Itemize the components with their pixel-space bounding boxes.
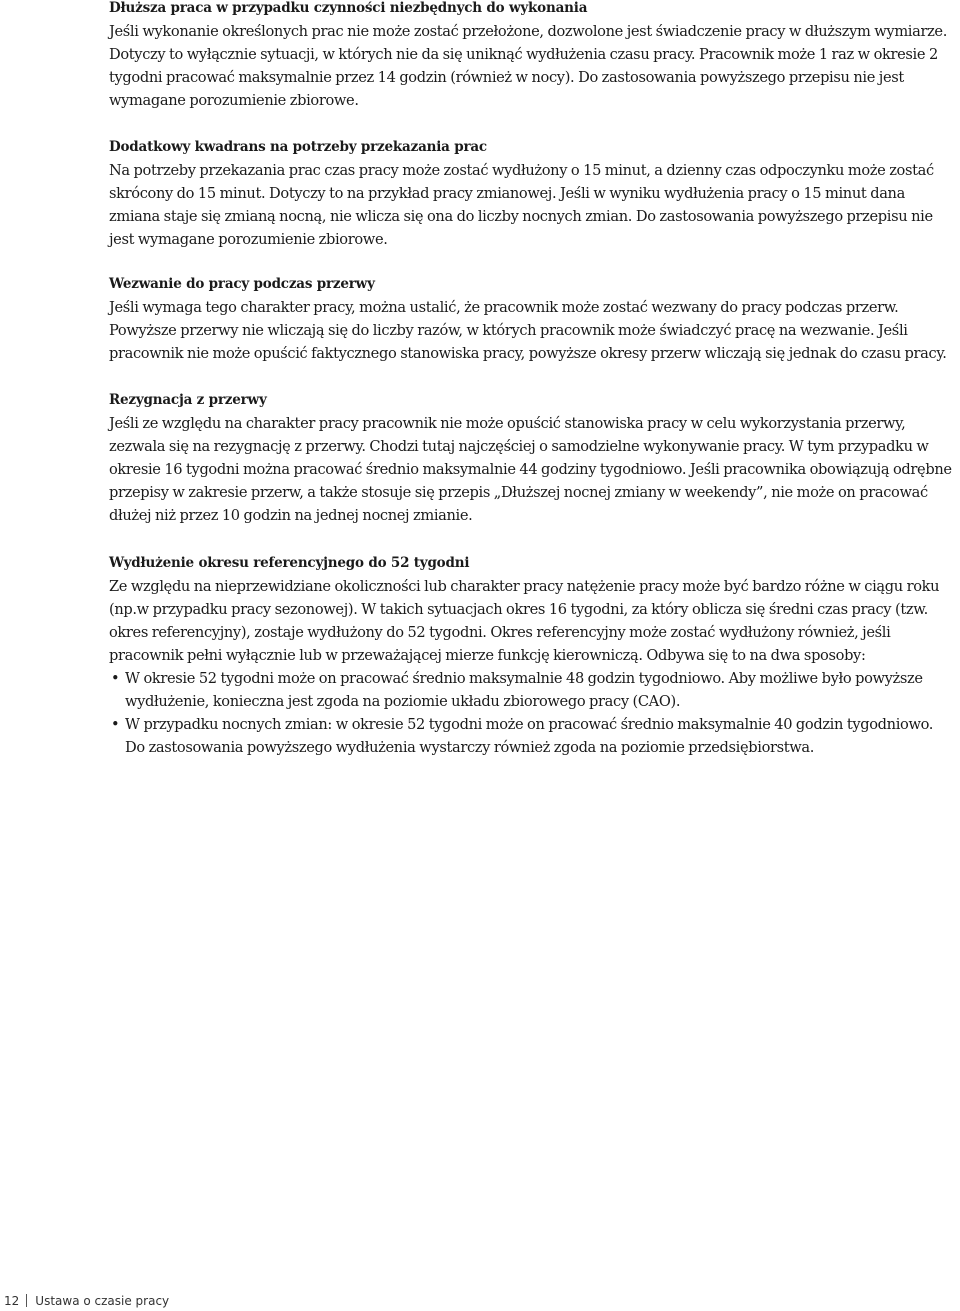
bullet-icon: •: [111, 670, 120, 687]
page-number: 12: [4, 1294, 20, 1308]
section-body: Jeśli wykonanie określonych prac nie może zostać przełożone, dozwolone jest świadczenie pracy w dłuższym wymiarze. Dotyczy to wyłącznie sytuacji, w których nie da się uniknąć wydłużenia czasu pracy. Pracownik może 1 raz w okresie 2 tygodni pracować maksymalnie przez 14 godzin (również w nocy). Do zastosowania powyższego przepisu nie jest wymagane porozumienie zbiorowe.: [109, 23, 948, 109]
section-call-during-break: [109, 273, 955, 365]
section-break-waiver: [109, 389, 955, 527]
section-body: Ze względu na nieprzewidziane okoliczności lub charakter pracy natężenie pracy może być bardzo różne w ciągu roku (np.w przypadku pracy sezonowej). W takich sytuacjach okres 16 tygodni, za który oblicza się średni czas pracy (tzw. okres referencyjny), zostaje wydłużony do 52 tygodni. Okres referencyjny może zostać wydłużony również, jeśli pracownik pełni wyłącznie lub w przeważającej mierze funkcję kierowniczą. Odbywa się to na dwa sposoby:: [109, 578, 940, 664]
section-longer-work: [109, 0, 955, 112]
list-item: [109, 667, 955, 713]
section-heading: Dłuższa praca w przypadku czynności niezbędnych do wykonania: [109, 0, 588, 16]
bullet-icon: •: [111, 716, 120, 733]
section-extra-quarter-hour: [109, 136, 955, 251]
section-heading: Wydłużenie okresu referencyjnego do 52 tygodni: [109, 555, 470, 571]
list-item-text: W okresie 52 tygodni może on pracować średnio maksymalnie 48 godzin tygodniowo. Aby możliwe było powyższe wydłużenie, konieczna jest zgoda na poziomie układu zbiorowego pracy (CAO).: [125, 670, 923, 710]
bullet-list: [109, 667, 955, 759]
section-heading: Wezwanie do pracy podczas przerwy: [109, 276, 375, 292]
document-title: Ustawa o czasie pracy: [35, 1294, 170, 1308]
section-reference-period-extension: [109, 552, 955, 759]
section-body: Jeśli ze względu na charakter pracy pracownik nie może opuścić stanowiska pracy w celu wykorzystania przerwy, zezwala się na rezygnację z przerwy. Chodzi tutaj najczęściej o samodzielne wykonywanie pracy. W tym przypadku w okresie 16 tygodni można pracować średnio maksymalnie 44 godziny tygodniowo. Jeśli pracownika obowiązują odrębne przepisy w zakresie przerw, a także stosuje się przepis „Dłuższej nocnej zmiany w weekendy”, nie może on pracować dłużej niż przez 10 godzin na jednej nocnej zmianie.: [109, 415, 952, 524]
page-footer: [4, 1293, 169, 1309]
section-body: Na potrzeby przekazania prac czas pracy może zostać wydłużony o 15 minut, a dzienny czas odpoczynku może zostać skrócony do 15 minut. Dotyczy to na przykład pracy zmianowej. Jeśli w wyniku wydłużenia pracy o 15 minut dana zmiana staje się zmianą nocną, nie wlicza się ona do liczby nocnych zmian. Do zastosowania powyższego przepisu nie jest wymagane porozumienie zbiorowe.: [109, 162, 934, 248]
section-body: Jeśli wymaga tego charakter pracy, można ustalić, że pracownik może zostać wezwany do pracy podczas przerw. Powyższe przerwy nie wliczają się do liczby razów, w których pracownik może świadczyć pracę na wezwanie. Jeśli pracownik nie może opuścić faktycznego stanowiska pracy, powyższe okresy przerw wliczają się jednak do czasu pracy.: [109, 299, 947, 362]
section-heading: Dodatkowy kwadrans na potrzeby przekazania prac: [109, 139, 487, 155]
list-item-text: W przypadku nocnych zmian: w okresie 52 tygodni może on pracować średnio maksymalnie 40 godzin tygodniowo. Do zastosowania powyższego wydłużenia wystarczy również zgoda na poziomie przedsiębiorstwa.: [125, 716, 934, 756]
section-heading: Rezygnacja z przerwy: [109, 392, 267, 408]
footer-divider: [26, 1294, 27, 1307]
list-item: [109, 713, 955, 759]
